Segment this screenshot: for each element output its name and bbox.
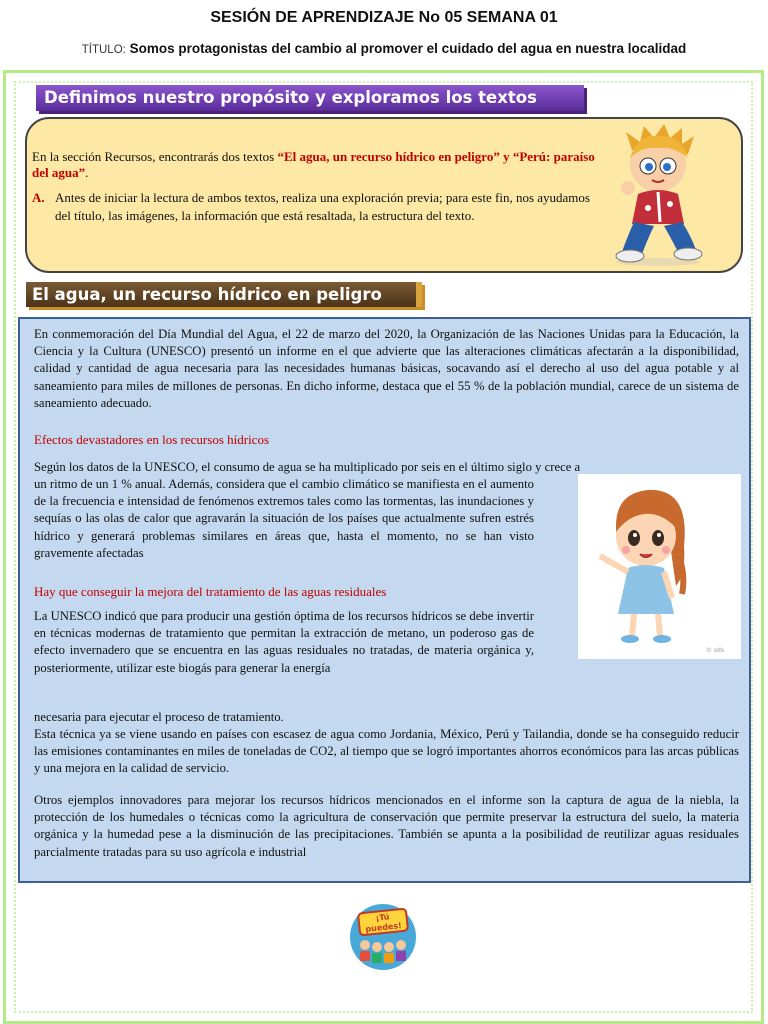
session-title: SESIÓN DE APRENDIZAJE No 05 SEMANA 01 [210, 9, 558, 26]
article-paragraph-5: Otros ejemplos innovadores para mejorar los recursos hídricos mencionados en el informe son la captura de agua de la niebla, la protección de los humedales o técnicas como la agricultura de conservación que permite preservar la estructura del suelo, la materia orgánica y la humedad pese a la disminución de las precipitaciones. También se apunta a la posibilidad de reutilizar aguas residuales parcialmente tratadas para su uso agrícola e industrial [34, 793, 739, 859]
image-credit: © sds [706, 647, 724, 654]
purpose-intro-text: En la sección Recursos, encontrarás dos textos [32, 149, 278, 164]
article-paragraph-2: un ritmo de un 1 % anual. Además, considera que el cambio climático se manifiesta en el aumento de la frecuencia e intensidad de fenómenos extremos tales como las tormentas, las inundaciones y sequías o las olas de calor que agravarán la situación de los países que actualmente sufren estrés hídrico y generará problemas similares en áreas que, hasta el momento, no se han visto gravemente afectadas [34, 477, 534, 560]
article-heading-wastewater: Hay que conseguir la mejora del tratamiento de las aguas residuales [34, 584, 387, 599]
purpose-item-a [32, 189, 607, 225]
girl-illustration [578, 474, 741, 659]
purpose-intro-highlight: “El agua, un recurso hídrico en peligro” y “Perú: paraíso del agua” [32, 149, 595, 180]
article-paragraph-3: La UNESCO indicó que para producir una gestión óptima de los recursos hídricos se debe invertir en técnicas modernas de tratamiento que permitan la extracción de metano, un poderoso gas de efecto invernadero que se encuentra en las aguas residuales no tratadas, de materia orgánica y, posteriormente, utilizar este biogás para generar la energía [34, 609, 534, 675]
badge-line-1: ¡Tú [375, 912, 390, 923]
article-paragraph-2-line: Según los datos de la UNESCO, el consumo de agua se ha multiplicado por seis en el último siglo y crece a [34, 460, 581, 474]
article-paragraph-1: En conmemoración del Día Mundial del Agua, el 22 de marzo del 2020, la Organización de las Naciones Unidas para la Educación, la Ciencia y la Cultura (UNESCO) presentó un informe en el que advierte que las alteraciones climáticas afectarán a la disponibilidad, calidad y cantidad de agua necesaria para las necesidades humanas básicas, socavando así el derecho al uso del agua potable y al saneamiento para miles de millones de personas. En dicho informe, destaca que el 55 % de la población mundial, carece de un sistema de saneamiento adecuado. [34, 327, 739, 410]
article-box [18, 317, 751, 883]
item-text: Antes de iniciar la lectura de ambos textos, realiza una exploración previa; para este fin, nos ayudamos del título, las imágenes, la información que está resaltada, la estructura del texto. [55, 190, 590, 223]
article-heading-effects: Efectos devastadores en los recursos hídricos [34, 432, 270, 447]
title-label: TÍTULO: [81, 44, 126, 56]
badge-line-2: puedes! [364, 921, 403, 934]
article-paragraph-4: Esta técnica ya se viene usando en países con escasez de agua como Jordania, México, Perú y Tailandia, donde se ha conseguido reducir las emisiones contaminantes en miles de toneladas de CO2, al tiempo que se logró importantes ahorros económicos para las arcas públicas y una mejora en la calidad de servicio. [34, 727, 739, 776]
title-value: Somos protagonistas del cambio al promover el cuidado del agua en nuestra localidad [129, 41, 687, 56]
session-subtitle [0, 41, 768, 56]
purpose-intro [32, 149, 602, 181]
article-paragraph-4-line: necesaria para ejecutar el proceso de tratamiento. [34, 710, 284, 724]
purpose-banner: Definimos nuestro propósito y exploramos los textos [36, 85, 584, 111]
girl-illustration-panel [578, 474, 741, 659]
purpose-intro-end: . [85, 165, 89, 180]
article-banner: El agua, un recurso hídrico en peligro [26, 282, 422, 307]
boy-illustration [608, 122, 708, 267]
item-marker: A. [32, 190, 45, 205]
tu-puedes-badge [345, 903, 421, 971]
